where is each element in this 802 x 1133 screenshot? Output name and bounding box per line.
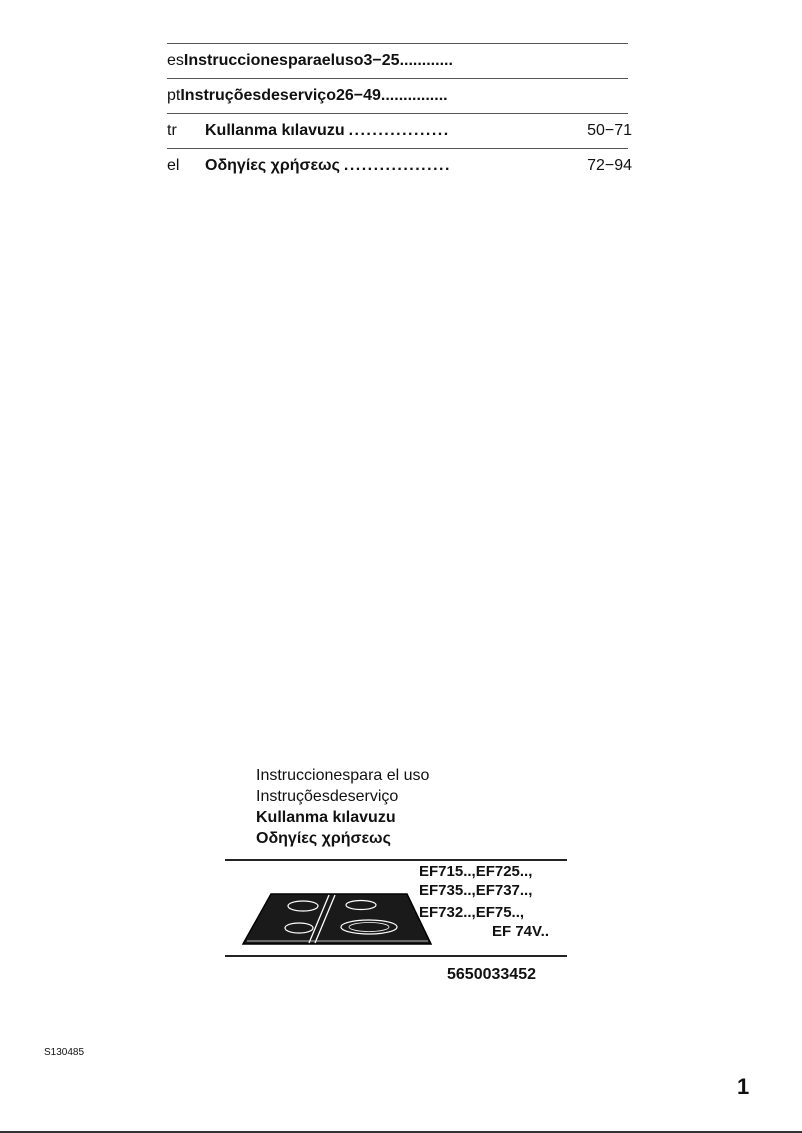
part-number: 5650033452 <box>447 966 536 983</box>
model-panel <box>225 859 567 966</box>
toc-entry-pt[interactable] <box>167 79 628 113</box>
cover-title-tr: Kullanma kılavuzu <box>256 809 396 826</box>
model-line: EF 74V.. <box>492 923 549 940</box>
cover-block <box>225 765 567 966</box>
page-number: 1 <box>737 1074 750 1099</box>
toc-lang-code: tr <box>167 122 177 139</box>
model-line: EF735..,EF737.., <box>419 882 533 899</box>
model-line: EF732..,EF75.., <box>419 904 525 921</box>
toc-lang-code: es <box>167 52 184 69</box>
table-of-contents <box>167 43 632 183</box>
toc-entry-dots: .................. <box>343 157 451 174</box>
toc-entry-pages: 72−94 <box>587 157 632 174</box>
toc-entry-el[interactable] <box>167 149 632 183</box>
toc-entry-dots: ................. <box>348 122 450 139</box>
cover-title-pt: Instruçõesdeserviço <box>256 788 399 805</box>
model-line: EF715..,EF725.., <box>419 863 533 880</box>
toc-entry-tr[interactable] <box>167 114 632 148</box>
hob-surface <box>243 894 431 944</box>
toc-entry-title: Kullanma kılavuzu <box>205 122 345 139</box>
toc-lang-code: pt <box>167 87 181 104</box>
toc-entry-pages: 50−71 <box>587 122 632 139</box>
toc-lang-code: el <box>167 157 180 174</box>
model-panel-top-rule <box>225 859 567 861</box>
toc-entry-text: Instruccionesparaeluso3−25............ <box>183 52 453 69</box>
toc-entry-text: Instruçõesdeserviço26−49............... <box>180 87 448 104</box>
cover-title-el: Οδηγίες χρήσεως <box>256 830 391 847</box>
toc-entry-title: Οδηγίες χρήσεως <box>205 157 340 174</box>
model-panel-bottom-rule <box>225 955 567 957</box>
toc-entry-es[interactable] <box>167 44 628 78</box>
model-list <box>419 862 549 941</box>
cover-title-es: Instruccionespara el uso <box>256 767 430 784</box>
cooktop-illustration <box>241 892 433 948</box>
document-code: S130485 <box>44 1047 85 1058</box>
